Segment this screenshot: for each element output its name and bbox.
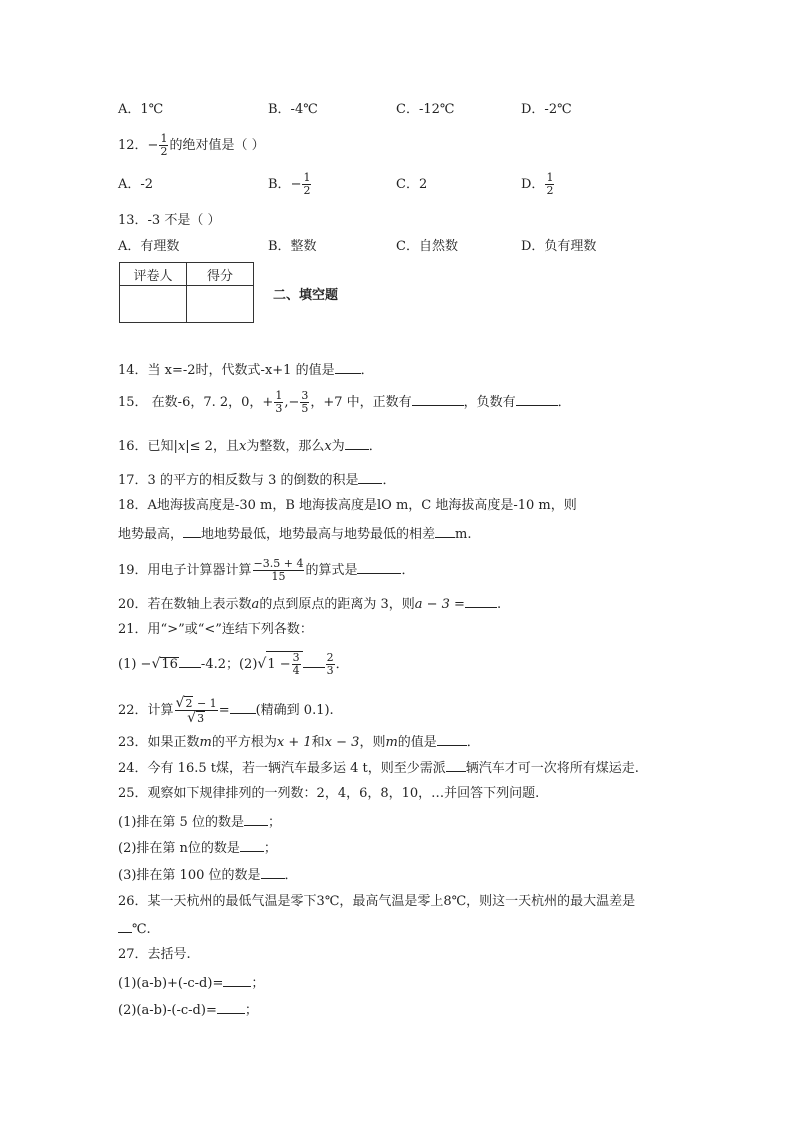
answer-blank [437, 732, 467, 746]
answer-blank-negative [516, 392, 558, 406]
answer-blank [345, 436, 369, 450]
q12-option-b: B．− $\frac{1}{2}$ [268, 171, 311, 197]
q13-option-c: C．自然数 [396, 239, 458, 254]
q12-option-d: D． $\frac{1}{2}$ [521, 171, 554, 197]
answer-blank-positive [412, 392, 464, 406]
question-21: 21．用“>”或“<”连结下列各数： [118, 622, 313, 637]
q11-option-c: C．-12℃ [396, 102, 455, 117]
answer-blank [240, 838, 264, 852]
fraction: $\frac{1}{2}$ [160, 132, 168, 158]
question-18-line-2: 地势最高， 地地势最低，地势最高与地势最低的相差 m. [118, 524, 472, 544]
q13-option-b: B．整数 [268, 239, 317, 254]
question-14: 14．当 x=-2时，代数式-x+1 的值是 ． [118, 360, 374, 380]
answer-blank [217, 1000, 245, 1014]
question-21-parts: (1) −√16 -4.2；(2)√1 − $\frac{3}{4}$ $\frac{2}{3}$ ． [118, 651, 349, 677]
q12-option-a: A．-2 [118, 177, 154, 192]
question-12: 12．− $\frac{1}{2}$ 的绝对值是（ ） [118, 132, 265, 158]
answer-blank [357, 560, 401, 574]
answer-blank [335, 360, 361, 374]
score-cell [187, 286, 254, 323]
question-18-line-1: 18．A地海拔高度是-30 m，B 地海拔高度是lO m，C 地海拔高度是-10 m，则 [118, 498, 577, 513]
answer-blank [446, 758, 466, 772]
question-15: 15． 在数-6，7. 2，0，+ $\frac{1}{3}$ ,− $\frac{3}{5}$ ，+7 中，正数有 ，负数有 ． [118, 389, 571, 415]
answer-blank [179, 654, 201, 668]
answer-blank [465, 594, 497, 608]
answer-blank [118, 919, 132, 933]
answer-blank [183, 524, 201, 538]
q13-option-a: A．有理数 [118, 239, 180, 254]
question-24: 24．今有 16.5 t煤，若一辆汽车最多运 4 t，则至少需派 辆汽车才可一次将所有煤运走. [118, 758, 639, 778]
question-17: 17．3 的平方的相反数与 3 的倒数的积是 ． [118, 470, 396, 490]
q11-option-b: B．-4℃ [268, 102, 318, 117]
question-27-part-2: (2)(a-b)-(-c-d)= ； [118, 1000, 258, 1020]
q12-option-c: C．2 [396, 177, 428, 192]
score-table-score: 得分 [187, 263, 254, 286]
question-25-part-1: (1)排在第 5 位的数是 ； [118, 812, 281, 832]
answer-blank [303, 654, 325, 668]
answer-blank [358, 470, 382, 484]
score-table [119, 262, 254, 323]
answer-blank [223, 973, 251, 987]
question-26-line-2: ℃. [118, 919, 151, 939]
answer-blank [261, 865, 285, 879]
question-27-part-1: (1)(a-b)+(-c-d)= ； [118, 973, 264, 993]
answer-blank [435, 524, 455, 538]
grader-cell [120, 286, 187, 323]
answer-blank [244, 812, 268, 826]
question-22: 22．计算 $\frac{√2 - 1}{√3}$ = (精确到 0.1). [118, 695, 334, 726]
question-25: 25．观察如下规律排列的一列数：2，4，6，8，10，…并回答下列问题. [118, 786, 540, 801]
question-16: 16．已知|x|≤ 2，且x为整数，那么x为 ． [118, 436, 382, 456]
question-19: 19．用电子计算器计算 $\frac{-3.5 + 4}{15}$ 的算式是 ． [118, 557, 415, 583]
q11-option-d: D．-2℃ [521, 102, 572, 117]
section-title: 二、填空题 [273, 288, 339, 303]
question-23: 23．如果正数m的平方根为x + 1和x − 3，则m的值是 ． [118, 732, 480, 752]
answer-blank [230, 700, 256, 714]
question-20: 20．若在数轴上表示数a的点到原点的距离为 3，则a − 3 = . [118, 594, 501, 614]
question-26-line-1: 26．某一天杭州的最低气温是零下3℃，最高气温是零上8℃，则这一天杭州的最大温差是 [118, 894, 636, 909]
question-25-part-2: (2)排在第 n位的数是 ； [118, 838, 277, 858]
q11-option-a: A．1℃ [118, 102, 164, 117]
question-27: 27．去括号. [118, 947, 191, 962]
question-25-part-3: (3)排在第 100 位的数是 ． [118, 865, 298, 885]
question-13: 13．-3 不是（ ） [118, 213, 221, 228]
score-table-grader: 评卷人 [120, 263, 187, 286]
q13-option-d: D．负有理数 [521, 239, 597, 254]
